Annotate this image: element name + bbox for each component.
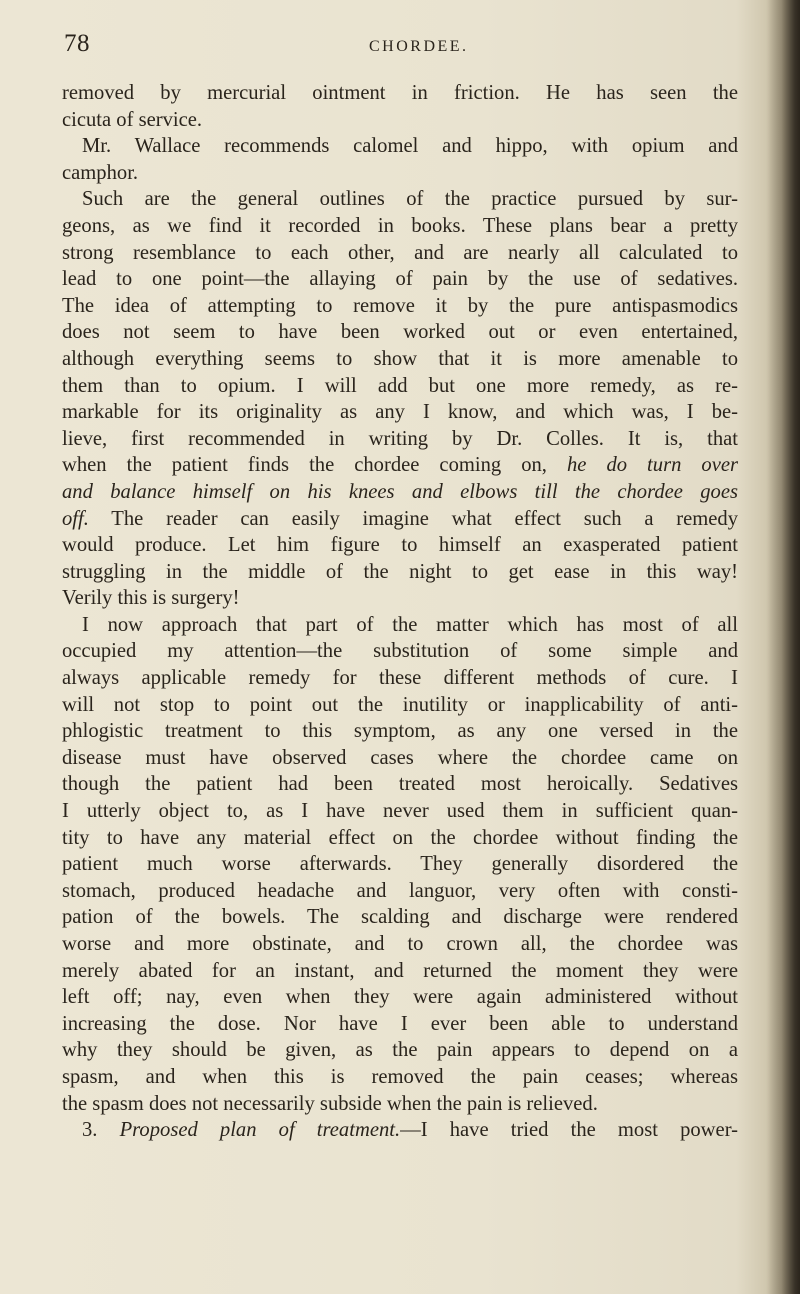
text-line: Such are the general outlines of the practice pursued by sur- xyxy=(82,188,738,211)
text-line: The idea of attempting to remove it by the pure antispasmodics xyxy=(62,294,738,317)
text-line: cicuta of service. xyxy=(62,108,203,131)
text-line: spasm, and when this is removed the pain ceases; whereas xyxy=(62,1065,738,1088)
text-line xyxy=(62,479,738,506)
text-segment: when the patient finds the chordee coming on, xyxy=(62,454,567,477)
text-line xyxy=(62,506,738,533)
text-line xyxy=(62,1117,738,1144)
text-line: Mr. Wallace recommends calomel and hippo, with opium and xyxy=(82,135,738,158)
text-line: would produce. Let him figure to himself an exasperated patient xyxy=(62,534,738,557)
text-segment: The reader can easily imagine what effect such a remedy xyxy=(88,507,738,530)
text-line: them than to opium. I will add but one more remedy, as re- xyxy=(62,374,738,397)
text-line: the spasm does not necessarily subside when the pain is relieved. xyxy=(62,1092,598,1115)
text-line: increasing the dose. Nor have I ever been able to understand xyxy=(62,1012,738,1035)
text-line: disease must have observed cases where the chordee came on xyxy=(62,746,738,769)
book-spine-shadow xyxy=(766,0,800,1294)
text-line: lieve, first recommended in writing by Dr. Colles. It is, that xyxy=(62,427,738,450)
text-line: though the patient had been treated most heroically. Sedatives xyxy=(62,773,738,796)
text-line: camphor. xyxy=(62,161,139,184)
text-line: pation of the bowels. The scalding and discharge were rendered xyxy=(62,906,738,929)
running-head: CHORDEE. xyxy=(369,38,469,55)
text-line: removed by mercurial ointment in friction. He has seen the xyxy=(62,82,738,104)
text-segment: 3. xyxy=(82,1119,120,1142)
text-line: occupied my attention—the substitution of some simple and xyxy=(62,640,738,663)
text-line: always applicable remedy for these different methods of cure. I xyxy=(62,667,738,690)
italic-segment: he do turn over xyxy=(566,454,738,477)
text-line: I utterly object to, as I have never used them in sufficient quan- xyxy=(62,800,738,823)
text-line: although everything seems to show that it is more amenable to xyxy=(62,347,738,370)
text-line: phlogistic treatment to this symptom, as any one versed in the xyxy=(62,720,738,743)
text-line xyxy=(62,452,738,479)
text-line: patient much worse afterwards. They generally disordered the xyxy=(62,853,738,876)
text-segment: —I have tried the most power- xyxy=(400,1119,738,1142)
text-line: geons, as we find it recorded in books. These plans bear a pretty xyxy=(62,214,738,237)
italic-segment: off. xyxy=(62,507,89,530)
text-line: markable for its originality as any I know, and which was, I be- xyxy=(62,401,738,424)
text-line: tity to have any material effect on the chordee without finding the xyxy=(62,826,738,849)
text-line: will not stop to point out the inutility or inapplicability of anti- xyxy=(62,693,738,716)
page-number: 78 xyxy=(64,30,90,57)
page-header xyxy=(64,30,730,64)
text-line: struggling in the middle of the night to get ease in this way! xyxy=(62,560,738,583)
text-line: worse and more obstinate, and to crown all, the chordee was xyxy=(62,933,738,955)
text-line: lead to one point—the allaying of pain by the use of sedatives. xyxy=(62,268,738,291)
text-line: stomach, produced headache and languor, very often with consti- xyxy=(62,879,738,902)
italic-segment: and balance himself on his knees and elbows till the chordee goes xyxy=(62,480,738,503)
text-line: why they should be given, as the pain appears to depend on a xyxy=(62,1039,738,1062)
text-line: merely abated for an instant, and returned the moment they were xyxy=(62,959,738,982)
text-line: left off; nay, even when they were again administered without xyxy=(62,986,738,1009)
body-text xyxy=(62,80,738,1144)
text-line: strong resemblance to each other, and are nearly all calculated to xyxy=(62,241,738,264)
text-line: I now approach that part of the matter which has most of all xyxy=(82,613,738,636)
italic-segment: Proposed plan of treatment. xyxy=(119,1119,401,1142)
text-line: Verily this is surgery! xyxy=(62,587,240,610)
text-line: does not seem to have been worked out or even entertained, xyxy=(62,321,738,344)
